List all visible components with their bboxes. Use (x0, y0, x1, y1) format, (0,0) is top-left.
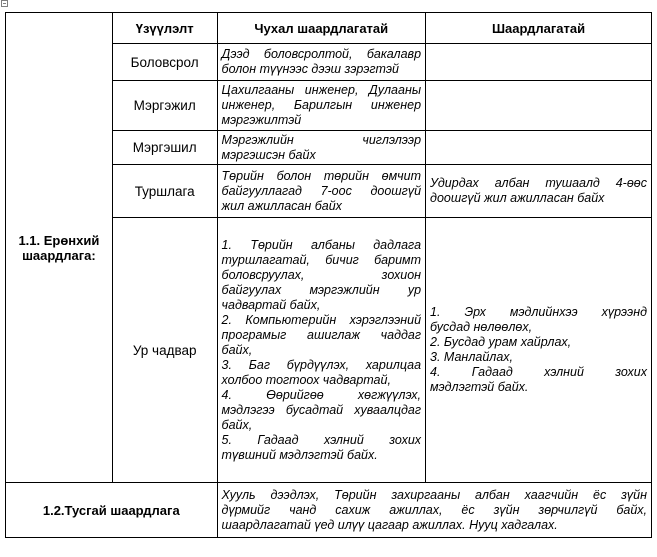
text-line: мэдлэгээ бусадтай хуваалцдаг (221, 402, 422, 417)
text-line: болон түүнээс дээш зэрэгтэй (221, 62, 399, 76)
text-line: мэдлэгтэй байх. (430, 380, 529, 394)
indicator-cell: Ур чадвар (112, 218, 217, 483)
text-line: 4. Өөрийгөө хөгжүүлэх, (221, 387, 422, 402)
special-requirements-cell (217, 483, 651, 538)
preferred-cell (426, 81, 652, 131)
text-line: мэргэшсэн байх (221, 147, 316, 162)
table-row (6, 483, 652, 538)
text-line: Цахилгааны инженер, Дулааны (221, 83, 422, 97)
required-cell (217, 131, 425, 165)
text-line: Дээд боловсролтой, бакалавр (221, 47, 422, 61)
text-line: жил ажилласан байх (221, 198, 342, 213)
text-line: туршлагатай, бичиг баримт (221, 252, 422, 267)
required-cell (217, 44, 425, 81)
text-line: Хууль дээдлэх, Төрийн захиргааны албан хаагчийн ёс зүйн (221, 487, 647, 502)
text-line: 3. Баг бүрдүүлэх, харилцаа (221, 357, 422, 372)
required-cell (217, 165, 425, 218)
requirements-table (5, 12, 652, 538)
text-line: байх, (221, 342, 253, 357)
text-line: Төрийн болон төрийн өмчит (221, 168, 422, 183)
text-line: Удирдах албан тушаалд 4-өөс (430, 176, 647, 190)
table-header-row (6, 13, 652, 44)
preferred-cell (426, 131, 652, 165)
text-line: 3. Манлайлах, (430, 350, 513, 364)
text-line: байх, (221, 417, 253, 432)
text-line: боловсруулах, зохион (221, 267, 422, 282)
text-line: шаардлагатай үед илүү цагаар ажиллах. Нууц хадгалах. (221, 517, 558, 532)
column-header-preferred: Шаардлагатай (426, 13, 652, 44)
preferred-cell (426, 165, 652, 218)
indicator-cell: Мэргэжил (112, 81, 217, 131)
text-line: 5. Гадаад хэлний зохих (221, 432, 422, 447)
indicator-cell: Мэргэшил (112, 131, 217, 165)
text-line: доошгүй жил ажилласан байх (430, 191, 605, 205)
indicator-cell: Боловсрол (112, 44, 217, 81)
text-line: Мэргэжлийн чиглэлээр (221, 132, 422, 147)
text-line: 4. Гадаад хэлний зохих (430, 365, 647, 379)
text-line: 2. Бусдад урам хайрлах, (430, 335, 572, 349)
text-line: 2. Компьютерийн хэрэглээний (221, 312, 422, 327)
preferred-cell (426, 218, 652, 483)
table-anchor-icon[interactable] (1, 0, 8, 7)
text-line: байгууллагад 7-оос доошгүй (221, 183, 422, 198)
text-line: инженер, Барилгын инженер (221, 98, 422, 112)
text-line: бусдад нөлөөлөх, (430, 320, 533, 334)
text-line: дүрмийг чанд сахиж ажиллах, ёс зүйн зөрчилгүй байх, (221, 502, 647, 517)
text-line: 1. Эрх мэдлийнхээ хүрээнд (430, 305, 647, 319)
required-cell (217, 218, 425, 483)
text-line: чадвартай байх, (221, 297, 321, 312)
text-line: байгуулах мэргэжлийн ур (221, 282, 422, 297)
indicator-cell: Туршлага (112, 165, 217, 218)
preferred-cell (426, 44, 652, 81)
text-line: холбоо тогтоох чадвартай, (221, 372, 391, 387)
text-line: түвшний мэдлэгтэй байх. (221, 447, 378, 462)
text-line: програмыг ашиглаж чаддаг (221, 327, 422, 342)
required-cell (217, 81, 425, 131)
text-line: мэргэжилтэй (221, 113, 302, 127)
column-header-indicator: Үзүүлэлт (112, 13, 217, 44)
section-special-label: 1.2.Тусгай шаардлага (6, 483, 218, 538)
text-line: 1. Төрийн албаны дадлага (221, 237, 422, 252)
section-general-label: 1.1. Ерөнхий шаардлага: (6, 13, 113, 483)
column-header-required: Чухал шаардлагатай (217, 13, 425, 44)
